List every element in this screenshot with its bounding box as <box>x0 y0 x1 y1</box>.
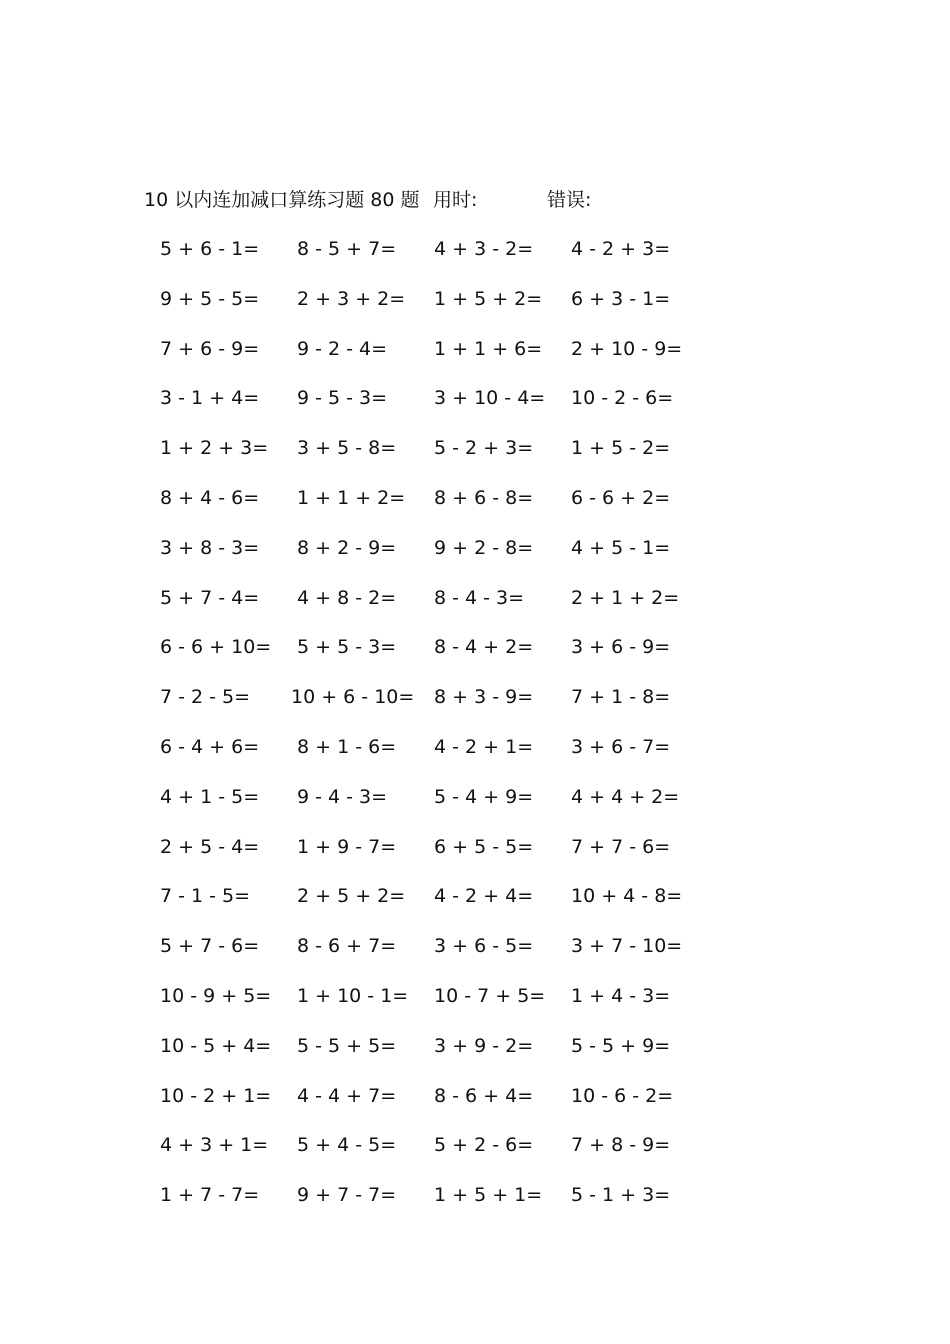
exercise-problem: 5 - 5 + 5= <box>297 1034 397 1057</box>
exercise-problem: 3 + 6 - 5= <box>434 935 534 958</box>
exercise-problem: 1 + 7 - 7= <box>160 1184 260 1207</box>
exercise-problem: 2 + 5 + 2= <box>297 885 406 908</box>
exercise-problem: 7 + 6 - 9= <box>160 337 260 360</box>
exercise-problem: 5 + 7 - 4= <box>160 586 260 609</box>
time-used-label: 用时: <box>433 189 478 211</box>
exercise-problem: 1 + 9 - 7= <box>297 835 397 858</box>
exercise-problem: 4 - 2 + 1= <box>434 735 534 758</box>
exercise-problem: 4 + 8 - 2= <box>297 586 397 609</box>
exercise-row <box>0 782 950 832</box>
exercise-row <box>0 1031 950 1081</box>
exercise-problem: 9 - 5 - 3= <box>297 387 388 410</box>
exercise-row <box>0 383 950 433</box>
exercise-problem: 10 + 4 - 8= <box>571 885 683 908</box>
exercise-problem: 7 - 1 - 5= <box>160 885 251 908</box>
worksheet-title: 10 以内连加减口算练习题 80 题 <box>144 189 420 211</box>
exercise-problem: 9 + 5 - 5= <box>160 287 260 310</box>
exercise-problem: 5 + 5 - 3= <box>297 636 397 659</box>
exercise-problem: 5 + 7 - 6= <box>160 935 260 958</box>
exercise-row <box>0 583 950 633</box>
exercise-problem: 1 + 2 + 3= <box>160 437 269 460</box>
exercise-problem: 5 - 5 + 9= <box>571 1034 671 1057</box>
error-count-label: 错误: <box>547 189 592 211</box>
exercise-problem: 6 - 6 + 10= <box>160 636 272 659</box>
exercise-problem: 1 + 10 - 1= <box>297 984 409 1007</box>
exercise-problem: 10 + 6 - 10= <box>291 686 415 709</box>
exercise-problem: 5 - 2 + 3= <box>434 437 534 460</box>
exercise-problem: 2 + 3 + 2= <box>297 287 406 310</box>
exercise-problem: 3 + 5 - 8= <box>297 437 397 460</box>
exercise-problem: 9 - 4 - 3= <box>297 785 388 808</box>
exercise-problem: 1 + 5 - 2= <box>571 437 671 460</box>
exercise-problem: 10 - 2 + 1= <box>160 1084 272 1107</box>
exercise-row <box>0 234 950 284</box>
exercise-problem: 8 + 2 - 9= <box>297 536 397 559</box>
exercise-problem: 3 + 8 - 3= <box>160 536 260 559</box>
exercise-problem: 2 + 1 + 2= <box>571 586 680 609</box>
worksheet-header <box>0 185 950 215</box>
exercise-problem: 1 + 4 - 3= <box>571 984 671 1007</box>
exercise-problem: 8 - 4 + 2= <box>434 636 534 659</box>
exercise-problem: 4 - 2 + 3= <box>571 238 671 260</box>
exercise-problem: 8 - 6 + 7= <box>297 935 397 958</box>
exercise-problem: 4 + 1 - 5= <box>160 785 260 808</box>
exercise-row <box>0 483 950 533</box>
exercise-problem: 7 - 2 - 5= <box>160 686 251 709</box>
exercise-problem: 4 + 4 + 2= <box>571 785 680 808</box>
exercise-problem: 3 + 6 - 9= <box>571 636 671 659</box>
exercise-problem: 3 + 7 - 10= <box>571 935 683 958</box>
exercise-row <box>0 632 950 682</box>
exercise-problem: 7 + 8 - 9= <box>571 1134 671 1157</box>
exercise-problem: 10 - 6 - 2= <box>571 1084 674 1107</box>
exercise-problem: 1 + 1 + 6= <box>434 337 543 360</box>
exercise-problem: 1 + 1 + 2= <box>297 486 406 509</box>
exercise-problem: 4 + 3 + 1= <box>160 1134 269 1157</box>
exercise-row <box>0 881 950 931</box>
exercise-row <box>0 832 950 882</box>
exercise-problem: 10 - 9 + 5= <box>160 984 272 1007</box>
exercise-problem: 6 - 6 + 2= <box>571 486 671 509</box>
exercise-problem: 4 + 3 - 2= <box>434 238 534 260</box>
exercise-problem: 7 + 1 - 8= <box>571 686 671 709</box>
exercise-row <box>0 284 950 334</box>
exercise-row <box>0 533 950 583</box>
exercise-row <box>0 1130 950 1180</box>
exercise-problem: 8 - 6 + 4= <box>434 1084 534 1107</box>
exercise-row <box>0 1081 950 1131</box>
exercise-row <box>0 433 950 483</box>
exercise-row <box>0 931 950 981</box>
exercise-problem: 5 + 4 - 5= <box>297 1134 397 1157</box>
exercise-problem: 8 + 6 - 8= <box>434 486 534 509</box>
exercise-problem: 5 + 2 - 6= <box>434 1134 534 1157</box>
exercise-problem: 10 - 5 + 4= <box>160 1034 272 1057</box>
exercise-problem: 5 - 1 + 3= <box>571 1184 671 1207</box>
exercise-problem: 9 + 2 - 8= <box>434 536 534 559</box>
exercise-problem: 10 - 2 - 6= <box>571 387 674 410</box>
exercise-problem: 8 + 4 - 6= <box>160 486 260 509</box>
exercise-problem: 7 + 7 - 6= <box>571 835 671 858</box>
exercise-problem: 5 + 6 - 1= <box>160 238 260 260</box>
exercise-problem: 4 - 2 + 4= <box>434 885 534 908</box>
exercise-problem: 8 - 5 + 7= <box>297 238 397 260</box>
exercise-problem: 10 - 7 + 5= <box>434 984 546 1007</box>
exercise-problem: 3 + 10 - 4= <box>434 387 546 410</box>
exercise-problem: 2 + 10 - 9= <box>571 337 683 360</box>
exercise-problem: 8 + 3 - 9= <box>434 686 534 709</box>
exercise-problem: 3 + 9 - 2= <box>434 1034 534 1057</box>
exercise-row <box>0 981 950 1031</box>
exercise-problem: 6 + 5 - 5= <box>434 835 534 858</box>
exercise-problem: 8 - 4 - 3= <box>434 586 525 609</box>
exercise-problem: 3 + 6 - 7= <box>571 735 671 758</box>
exercise-problem: 1 + 5 + 1= <box>434 1184 543 1207</box>
exercise-problem: 9 + 7 - 7= <box>297 1184 397 1207</box>
exercise-row <box>0 682 950 732</box>
exercise-problem: 5 - 4 + 9= <box>434 785 534 808</box>
exercise-problem: 8 + 1 - 6= <box>297 735 397 758</box>
exercise-grid <box>0 234 950 1230</box>
exercise-problem: 6 - 4 + 6= <box>160 735 260 758</box>
exercise-problem: 1 + 5 + 2= <box>434 287 543 310</box>
exercise-problem: 3 - 1 + 4= <box>160 387 260 410</box>
exercise-problem: 4 - 4 + 7= <box>297 1084 397 1107</box>
exercise-problem: 4 + 5 - 1= <box>571 536 671 559</box>
exercise-problem: 6 + 3 - 1= <box>571 287 671 310</box>
exercise-problem: 9 - 2 - 4= <box>297 337 388 360</box>
exercise-row <box>0 732 950 782</box>
exercise-row <box>0 1180 950 1230</box>
exercise-problem: 2 + 5 - 4= <box>160 835 260 858</box>
exercise-row <box>0 334 950 384</box>
